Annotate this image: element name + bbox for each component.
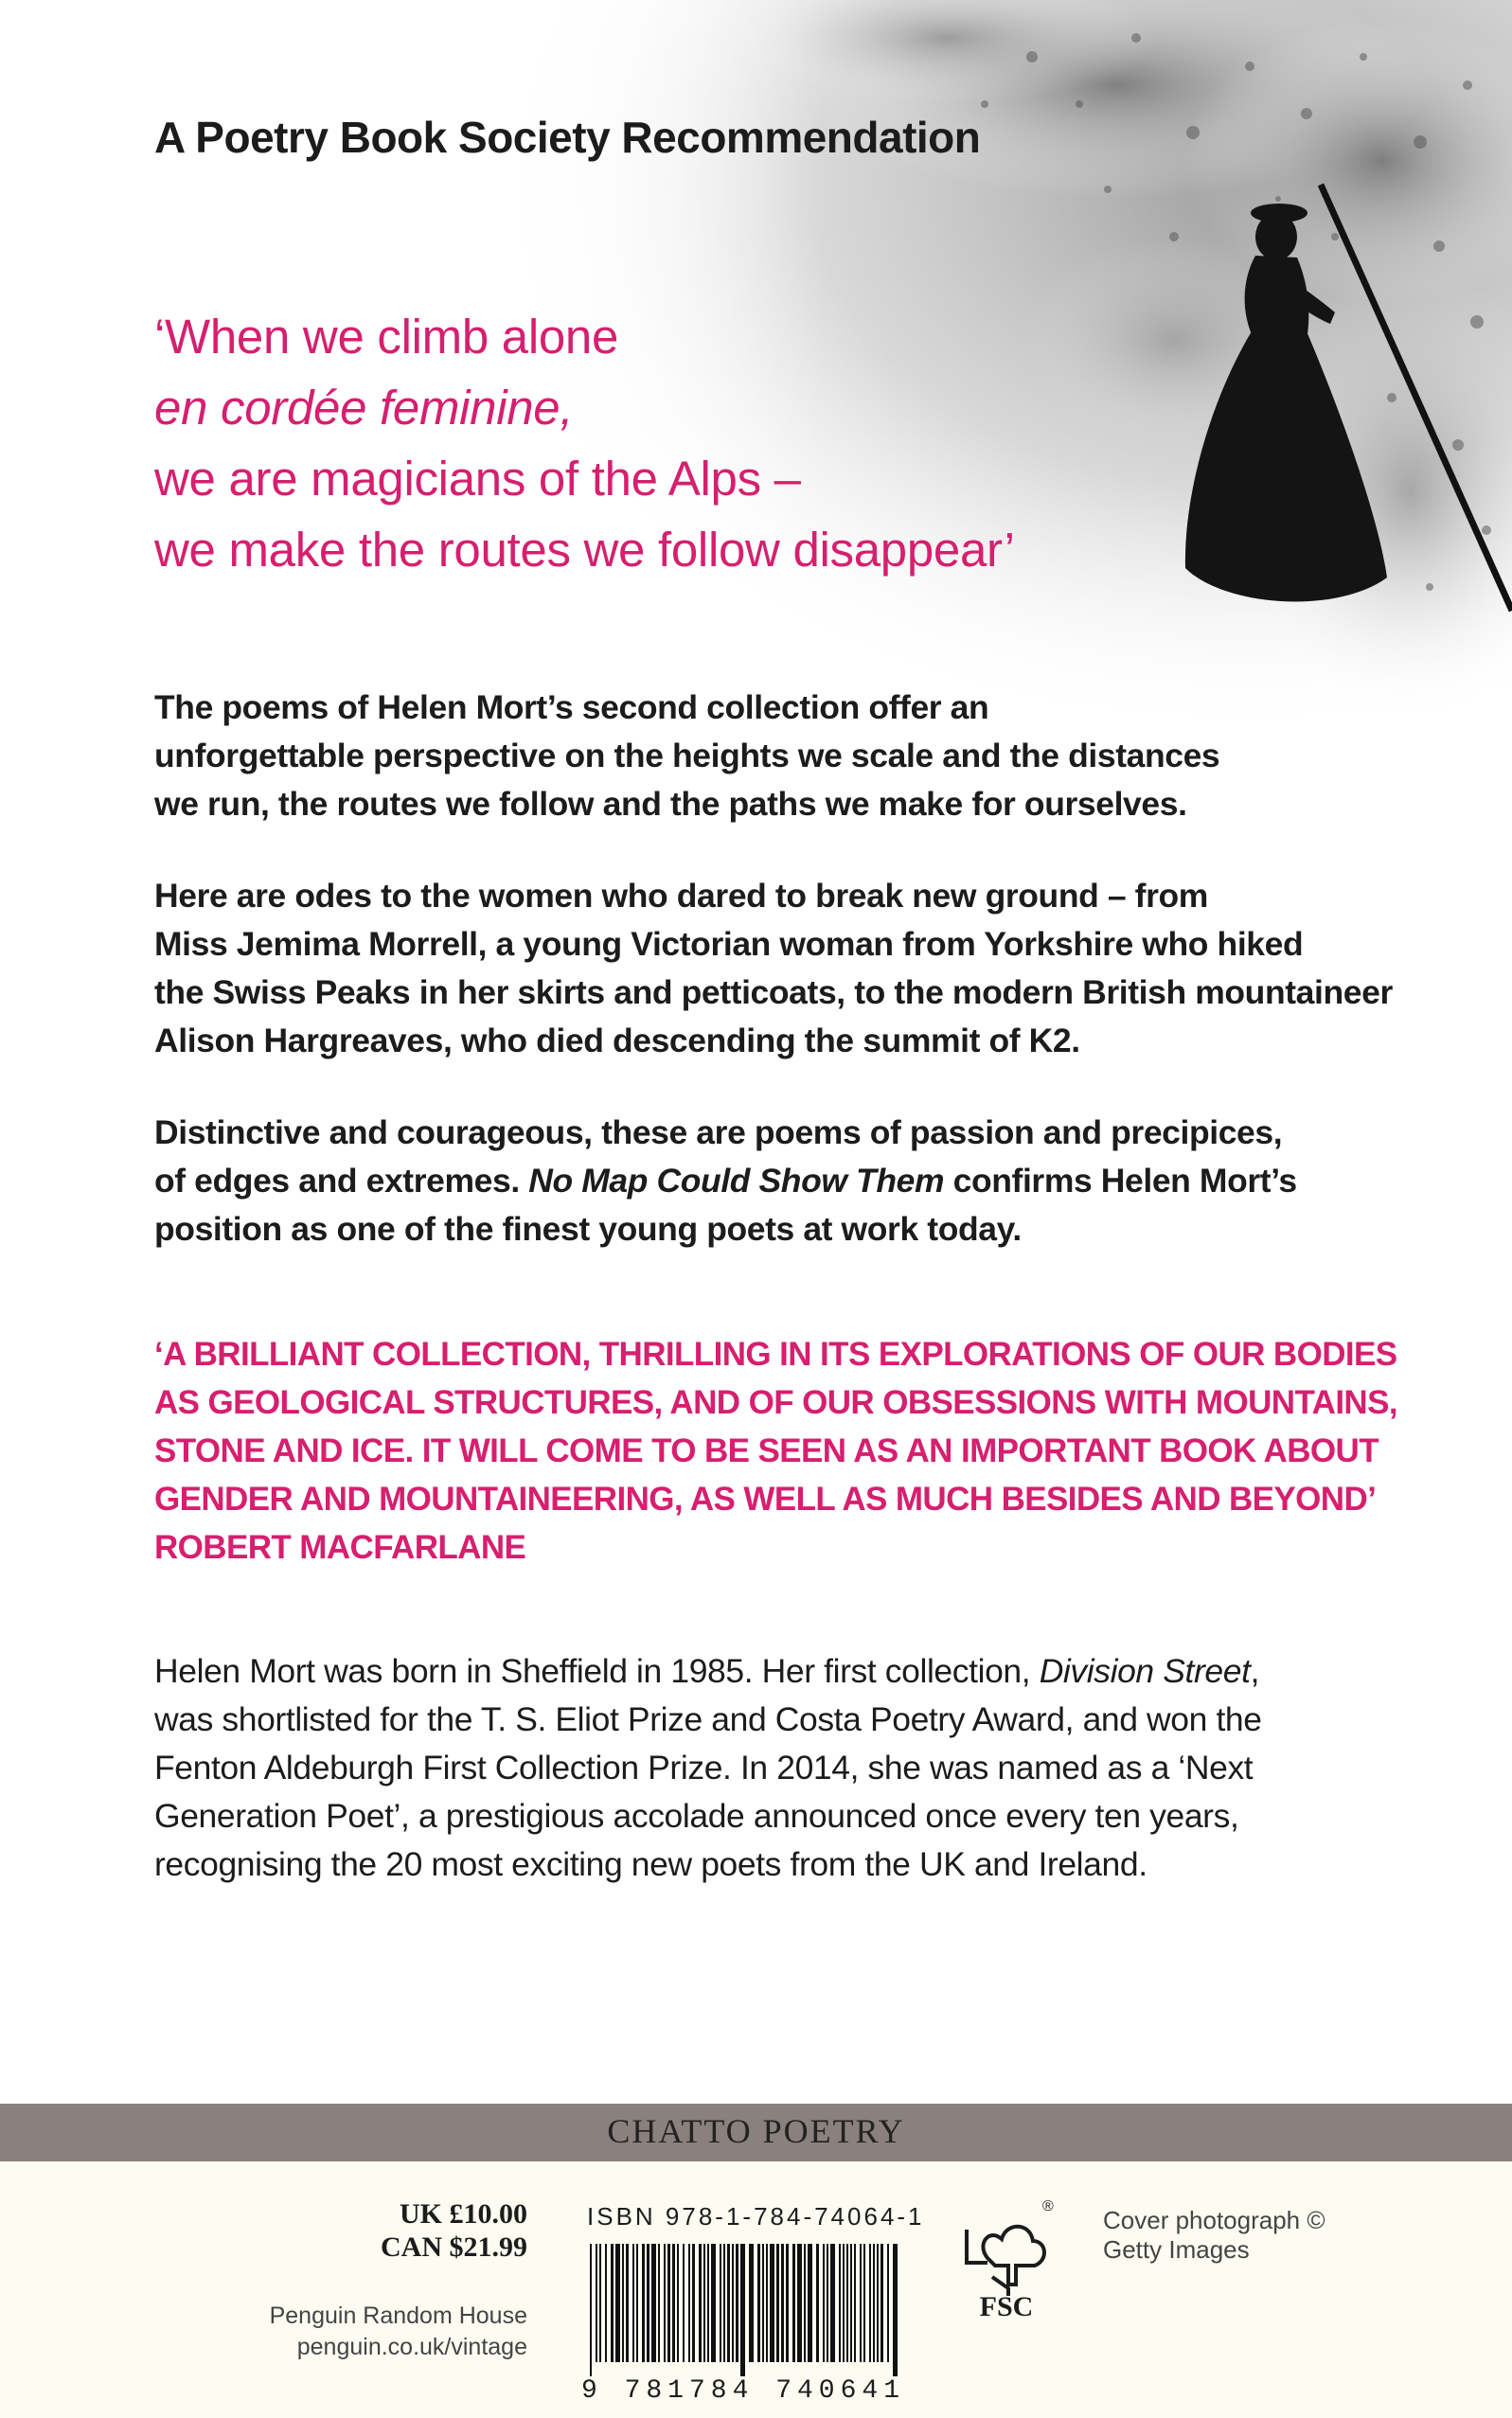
photo-credit-line: Cover photograph © — [1103, 2206, 1325, 2234]
barcode-bar — [816, 2244, 819, 2362]
bio-line: Generation Poet’, a prestigious accolade announced once every ten years, — [154, 1797, 1239, 1835]
barcode-bar — [850, 2244, 852, 2362]
barcode-bar — [667, 2244, 670, 2362]
blurb-line: Alison Hargreaves, who died descending the summit of K2. — [154, 1022, 1080, 1059]
barcode-bar — [762, 2244, 764, 2362]
publisher-name: Penguin Random House — [269, 2302, 527, 2329]
barcode-bar — [823, 2244, 825, 2362]
barcode-bar — [647, 2244, 649, 2362]
barcode-bar — [740, 2244, 745, 2376]
review-author: ROBERT MACFARLANE — [154, 1529, 526, 1566]
barcode-bar — [877, 2244, 879, 2362]
review-line: GENDER AND MOUNTAINEERING, AS WELL AS MUCH BESIDES AND BEYOND’ — [154, 1481, 1377, 1518]
epigraph-line: we make the routes we follow disappear’ — [154, 523, 1015, 577]
blurb-paragraph-1 — [154, 684, 1385, 828]
isbn-label: ISBN 978-1-784-74064-1 — [587, 2202, 925, 2231]
barcode-bar — [596, 2244, 597, 2362]
barcode-bar — [605, 2244, 607, 2362]
barcode-bar — [664, 2244, 666, 2362]
barcode-bar — [683, 2244, 685, 2362]
epigraph-line: we are magicians of the Alps – — [154, 452, 801, 506]
bio-line: Fenton Aldeburgh First Collection Prize. In 2014, she was named as a ‘Next — [154, 1749, 1254, 1787]
review-quote — [154, 1330, 1397, 1572]
barcode-bars — [590, 2244, 898, 2376]
blurb-line: Here are odes to the women who dared to break new ground – from — [154, 877, 1208, 915]
barcode-bar — [727, 2244, 730, 2362]
barcode-bar — [632, 2244, 634, 2362]
isbn-barcode — [571, 2234, 916, 2405]
barcode-bar — [827, 2244, 828, 2362]
barcode-bar — [860, 2244, 862, 2362]
blurb-line — [154, 1157, 1385, 1205]
barcode-bar — [711, 2244, 716, 2362]
barcode-bar — [843, 2244, 845, 2362]
blurb-line: The poems of Helen Mort’s second collection offer an — [154, 688, 989, 726]
barcode-digits: 9 781784 740641 — [580, 2376, 906, 2405]
barcode-bar — [839, 2244, 841, 2362]
barcode-bar — [699, 2244, 702, 2362]
review-line: STONE AND ICE. IT WILL COME TO BE SEEN AS AN IMPORTANT BOOK ABOUT — [154, 1432, 1379, 1469]
price-can: CAN $21.99 — [381, 2231, 527, 2263]
barcode-bar — [808, 2244, 812, 2362]
barcode-bar — [599, 2244, 601, 2362]
barcode-bar — [749, 2244, 754, 2362]
barcode-bar — [887, 2244, 889, 2362]
barcode-bar — [757, 2244, 760, 2362]
book-title: No Map Could Show Them — [528, 1162, 945, 1200]
barcode-bar — [863, 2244, 865, 2362]
review-line: ‘A BRILLIANT COLLECTION, THRILLING IN ITS EXPLORATIONS OF OUR BODIES — [154, 1336, 1397, 1373]
bio-line: was shortlisted for the T. S. Eliot Prize and Costa Poetry Award, and won the — [154, 1700, 1262, 1738]
epigraph — [154, 301, 1015, 585]
fsc-label: FSC — [979, 2291, 1034, 2322]
barcode-bar — [703, 2244, 705, 2362]
poetry-book-society-recommendation: A Poetry Book Society Recommendation — [154, 113, 981, 162]
epigraph-line: ‘When we climb alone — [154, 310, 619, 364]
barcode-bar — [873, 2244, 875, 2362]
bio-text: Helen Mort was born in Sheffield in 1985. Her first collection, — [154, 1652, 1040, 1690]
bio-text: , — [1250, 1652, 1260, 1690]
barcode-bar — [804, 2244, 806, 2362]
barcode-bar — [846, 2244, 848, 2362]
barcode-bar — [792, 2244, 795, 2362]
barcode-bar — [692, 2244, 695, 2362]
barcode-bar — [786, 2244, 789, 2362]
review-line: AS GEOLOGICAL STRUCTURES, AND OF OUR OBSESSIONS WITH MOUNTAINS, — [154, 1384, 1397, 1421]
barcode-bar — [672, 2244, 675, 2362]
author-bio — [154, 1647, 1262, 1889]
barcode-bar — [797, 2244, 802, 2362]
bio-line — [154, 1647, 1262, 1696]
barcode-bar — [611, 2244, 614, 2362]
barcode-bar — [732, 2244, 734, 2362]
blurb-paragraph-2 — [154, 872, 1393, 1065]
barcode-bar — [881, 2244, 883, 2362]
blurb-text: confirms Helen Mort’s — [944, 1162, 1297, 1200]
blurb-line: the Swiss Peaks in her skirts and petticoats, to the modern British mountaineer — [154, 973, 1393, 1011]
blurb-line: Distinctive and courageous, these are poems of passion and precipices, — [154, 1113, 1283, 1151]
barcode-bar — [736, 2244, 738, 2362]
barcode-bar — [622, 2244, 624, 2362]
barcode-bar — [658, 2244, 660, 2362]
barcode-bar — [688, 2244, 690, 2362]
blurb-paragraph-3 — [154, 1109, 1385, 1253]
barcode-bar — [651, 2244, 656, 2362]
barcode-bar — [677, 2244, 679, 2362]
publisher-url: penguin.co.uk/vintage — [296, 2334, 527, 2360]
barcode-bar — [781, 2244, 784, 2362]
barcode-bar — [854, 2244, 856, 2362]
bio-book-title: Division Street — [1039, 1652, 1251, 1690]
blurb-line: position as one of the finest young poets at work today. — [154, 1210, 1022, 1248]
blurb-line: we run, the routes we follow and the paths we make for ourselves. — [154, 785, 1187, 823]
fsc-registered-mark: ® — [1042, 2198, 1054, 2214]
barcode-bar — [776, 2244, 779, 2362]
barcode-bar — [707, 2244, 709, 2362]
photo-credit-line: Getty Images — [1103, 2235, 1250, 2264]
bio-line: recognising the 20 most exciting new poets from the UK and Ireland. — [154, 1845, 1147, 1883]
barcode-bar — [636, 2244, 638, 2362]
epigraph-line: en cordée feminine, — [154, 381, 574, 435]
price-uk: UK £10.00 — [400, 2198, 527, 2230]
blurb-line: unforgettable perspective on the heights we scale and the distances — [154, 737, 1220, 774]
barcode-bar — [869, 2244, 871, 2362]
barcode-bar — [720, 2244, 721, 2362]
barcode-bar — [590, 2244, 592, 2376]
blurb-text: of edges and extremes. — [154, 1162, 529, 1200]
barcode-bar — [893, 2244, 898, 2376]
barcode-bar — [615, 2244, 620, 2362]
barcode-bar — [642, 2244, 645, 2362]
imprint-label: CHATTO POETRY — [607, 2112, 905, 2150]
blurb-line: Miss Jemima Morrell, a young Victorian woman from Yorkshire who hiked — [154, 925, 1304, 963]
barcode-bar — [766, 2244, 768, 2362]
barcode-bar — [830, 2244, 835, 2362]
barcode-bar — [770, 2244, 774, 2362]
barcode-bar — [626, 2244, 629, 2362]
barcode-bar — [723, 2244, 725, 2362]
